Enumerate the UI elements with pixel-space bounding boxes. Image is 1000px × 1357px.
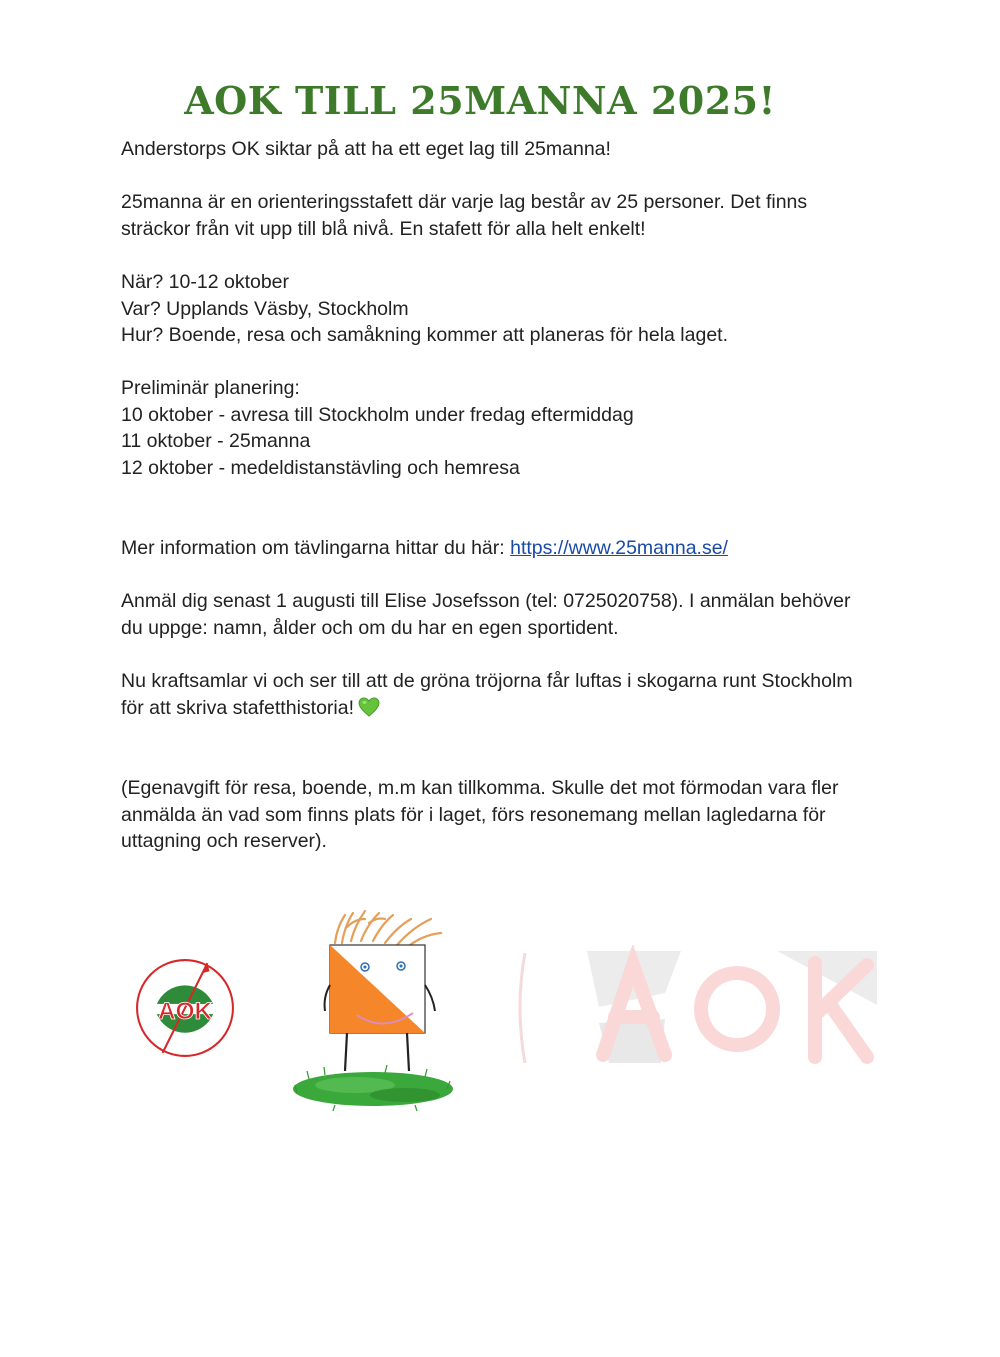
note-paragraph: [121, 775, 891, 855]
intro-text: Anderstorps OK siktar på att ha ett eget lag till 25manna!: [121, 138, 611, 160]
description-line: 25manna är en orienteringsstafett där varje lag består av 25 personer. Det finns: [121, 191, 808, 213]
planning-section: [121, 375, 891, 481]
rally-text: för att skriva stafetthistoria!: [121, 696, 355, 719]
planning-heading: Preliminär planering:: [121, 377, 300, 399]
description-line: sträckor från vit upp till blå nivå. En stafett för alla helt enkelt!: [121, 217, 646, 240]
aok-logo-text: AOK: [157, 998, 213, 1026]
rally-paragraph: [121, 668, 891, 721]
note-line: anmälda än vad som finns plats för i laget, förs resonemang mellan lagledarna för: [121, 803, 826, 826]
detail-where: Var? Upplands Väsby, Stockholm: [121, 297, 409, 320]
signup-line: Anmäl dig senast 1 augusti till Elise Josefsson (tel: 0725020758). I anmälan behöver: [121, 590, 851, 612]
aok-watermark-logo: [515, 945, 880, 1070]
signup-line: du uppge: namn, ålder och om du har en egen sportident.: [121, 616, 619, 639]
website-link[interactable]: https://www.25manna.se/: [510, 537, 728, 559]
details-paragraph: [121, 269, 891, 349]
planning-item: 11 oktober - 25manna: [121, 430, 311, 453]
planning-item: 10 oktober - avresa till Stockholm under fredag eftermiddag: [121, 403, 634, 426]
rally-line: [121, 695, 891, 722]
intro-paragraph: [121, 136, 891, 163]
aok-logo: [134, 957, 236, 1059]
more-info-paragraph: [121, 535, 891, 562]
detail-when: När? 10-12 oktober: [121, 271, 290, 293]
rally-line: Nu kraftsamlar vi och ser till att de gröna tröjorna får luftas i skogarna runt Stockholm: [121, 670, 853, 692]
planning-item: 12 oktober - medeldistanstävling och hemresa: [121, 456, 520, 479]
orienteering-flag-mascot: [285, 905, 460, 1115]
note-line: (Egenavgift för resa, boende, m.m kan tillkomma. Skulle det mot förmodan vara fler: [121, 777, 839, 799]
note-line: uttagning och reserver).: [121, 830, 327, 853]
green-heart-icon: [358, 697, 380, 717]
description-paragraph: [121, 189, 891, 242]
detail-how: Hur? Boende, resa och samåkning kommer att planeras för hela laget.: [121, 324, 728, 347]
signup-paragraph: [121, 588, 891, 641]
more-info-line: [121, 535, 891, 562]
more-info-text: Mer information om tävlingarna hittar du här:: [121, 537, 511, 559]
page-title: AOK TILL 25MANNA 2025!: [184, 78, 776, 123]
